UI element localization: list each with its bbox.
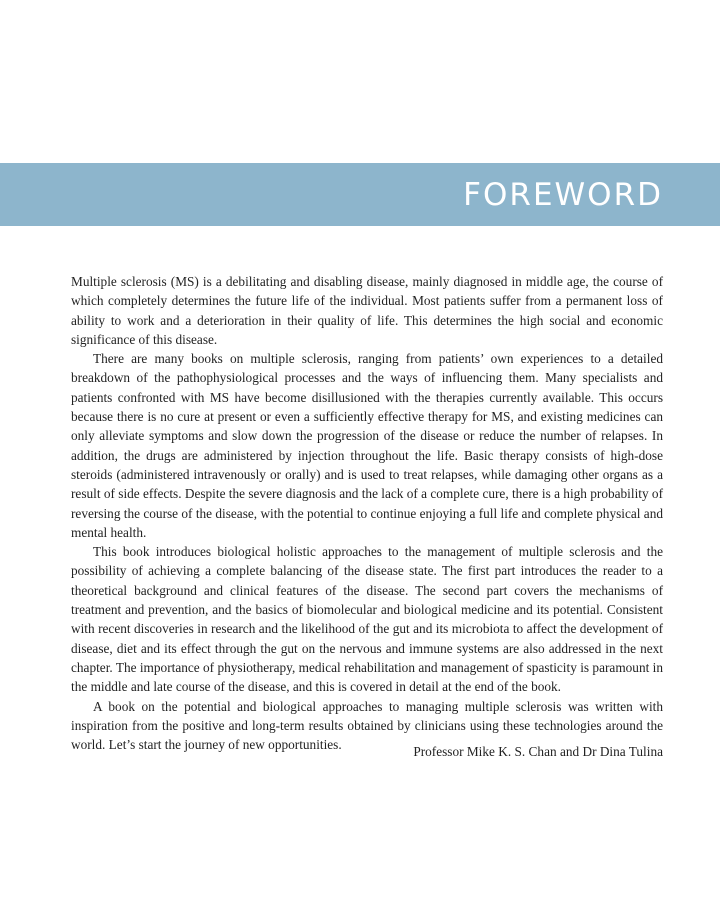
header-banner: [0, 163, 720, 226]
foreword-body: [71, 272, 663, 754]
page-title: FOREWORD: [463, 177, 663, 213]
paragraph: Multiple sclerosis (MS) is a debilitating and disabling disease, mainly diagnosed in middle age, the course of which completely determines the future life of the individual. Most patients suffer from a permanent loss of ability to work and a deterioration in their quality of life. This determines the high social and economic significance of this disease.: [71, 274, 663, 347]
paragraph: A book on the potential and biological approaches to managing multiple sclerosis was written with inspiration from the positive and long-term results obtained by clinicians using these technologies around the world. Let’s start the journey of new opportunities.: [71, 698, 663, 753]
paragraph: There are many books on multiple sclerosis, ranging from patients’ own experiences to a detailed breakdown of the pathophysiological processes and the ways of influencing them. Many specialists and patients confronted with MS have become disillusioned with the therapies currently available. This occurs because there is no cure at present or even a sufficiently effective therapy for MS, and existing medicines can only alleviate symptoms and slow down the progression of the disease or reduce the number of relapses. In addition, the drugs are administered by injection throughout the life. Basic therapy consists of high-dose steroids (administered intravenously or orally) and is used to treat relapses, while damaging other organs as a result of side effects. Despite the severe diagnosis and the lack of a complete cure, there is a high probability of reversing the course of the disease, with the potential to continue enjoying a full life and complete physical and mental health.: [71, 351, 664, 540]
author-signature: Professor Mike K. S. Chan and Dr Dina Tulina: [413, 744, 663, 759]
paragraph: This book introduces biological holistic approaches to the management of multiple sclerosis and the possibility of achieving a complete balancing of the disease state. The first part introduces the reader to a theoretical background and clinical features of the disease. The second part covers the mechanisms of treatment and prevention, and the basics of biomolecular and biological medicine and its potential. Consistent with recent discoveries in research and the likelihood of the gut and its microbiota to affect the development of disease, diet and its effect through the gut on the nervous and immune systems are also addressed in the next chapter. The importance of physiotherapy, medical rehabilitation and management of spasticity is paramount in the middle and late course of the disease, and this is covered in detail at the end of the book.: [71, 544, 663, 695]
